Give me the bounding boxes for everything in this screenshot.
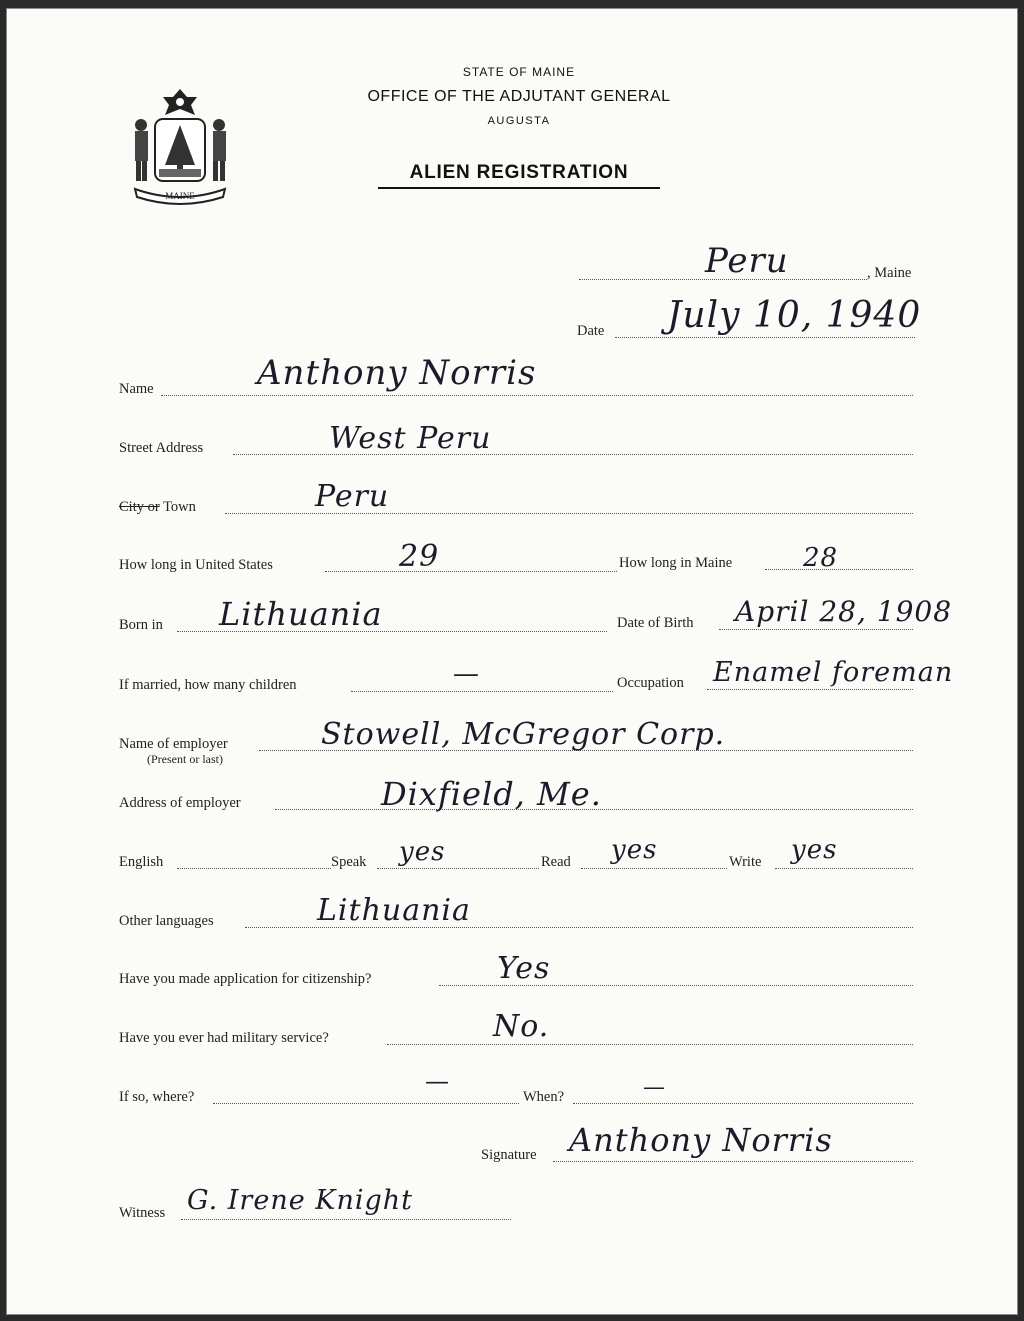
maine-state-seal-icon [125, 85, 235, 210]
born-in-value: Lithuania [219, 595, 383, 633]
other-languages-value: Lithuania [317, 893, 471, 928]
form-title: ALIEN REGISTRATION [409, 162, 629, 183]
military-value: No. [493, 1009, 550, 1044]
years-us-value: 29 [399, 539, 440, 574]
date-label: Date [577, 323, 605, 339]
name-label: Name [119, 381, 154, 397]
signature-label: Signature [481, 1147, 537, 1163]
employer-address-label: Address of employer [119, 795, 241, 811]
employer-value: Stowell, McGregor Corp. [321, 717, 726, 752]
street-label: Street Address [119, 440, 204, 456]
birth-date-value: April 28, 1908 [735, 595, 953, 628]
town-value: Peru [315, 479, 390, 514]
state-heading: STATE OF MAINE [462, 65, 576, 79]
english-label: English [119, 854, 164, 870]
write-value: yes [791, 835, 838, 865]
place-suffix: , Maine [867, 265, 912, 281]
write-label: Write [729, 854, 762, 870]
military-label: Have you ever had military service? [119, 1030, 329, 1046]
where-label: If so, where? [119, 1089, 195, 1105]
other-languages-label: Other languages [119, 913, 214, 929]
street-value: West Peru [329, 421, 492, 456]
town-label-text: Town [163, 499, 196, 515]
town-struck-label: City or [119, 499, 160, 515]
read-label: Read [541, 854, 571, 870]
employer-sublabel: (Present or last) [147, 752, 223, 766]
employer-address-value: Dixfield, Me. [381, 775, 602, 813]
witness-value: G. Irene Knight [187, 1185, 413, 1216]
date-value: July 10, 1940 [667, 295, 922, 336]
office-heading: OFFICE OF THE ADJUTANT GENERAL [367, 88, 671, 105]
title-underline [378, 187, 660, 189]
years-maine-value: 28 [803, 543, 839, 573]
place-value: Peru [705, 241, 789, 281]
speak-label: Speak [331, 854, 367, 870]
signature-value: Anthony Norris [569, 1121, 833, 1159]
registration-form [6, 8, 1018, 1315]
name-value: Anthony Norris [257, 353, 537, 393]
read-value: yes [611, 835, 658, 865]
city-heading: AUGUSTA [487, 115, 551, 127]
born-in-label: Born in [119, 617, 163, 633]
town-label [119, 499, 196, 516]
citizenship-value: Yes [497, 951, 551, 986]
employer-label: Name of employer [119, 736, 228, 752]
where-value: — [425, 1067, 450, 1095]
speak-value: yes [399, 837, 446, 867]
children-label: If married, how many children [119, 677, 297, 693]
occupation-label: Occupation [617, 675, 684, 691]
children-value: — [453, 659, 480, 689]
years-us-label: How long in United States [119, 557, 273, 573]
years-maine-label: How long in Maine [619, 555, 733, 571]
citizenship-label: Have you made application for citizenship? [119, 971, 372, 987]
svg-text:MAINE: MAINE [165, 191, 195, 201]
when-label: When? [523, 1089, 565, 1105]
occupation-value: Enamel foreman [713, 657, 954, 688]
witness-label: Witness [119, 1205, 166, 1221]
birth-date-label: Date of Birth [617, 615, 694, 631]
when-value: — [643, 1075, 666, 1100]
